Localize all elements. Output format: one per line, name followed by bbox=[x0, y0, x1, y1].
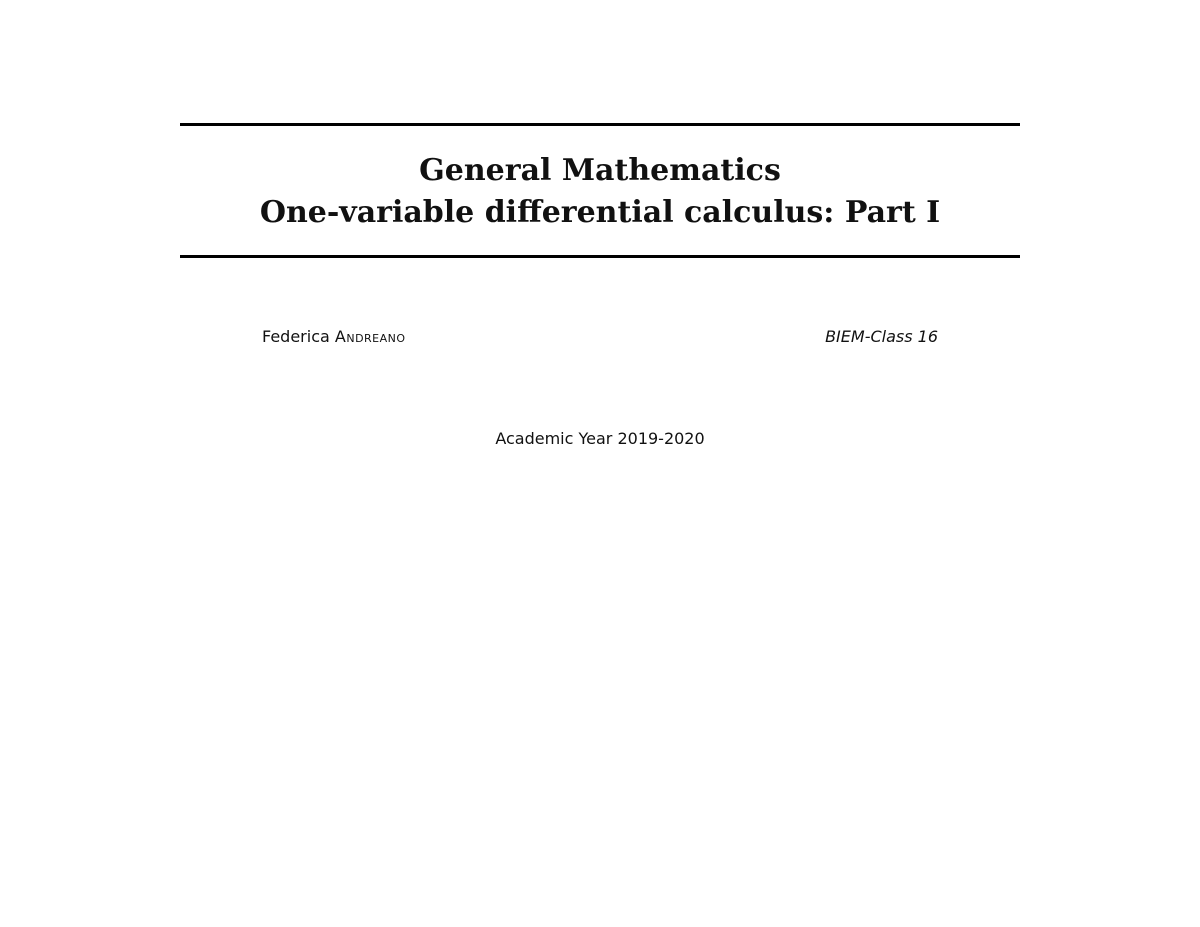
main-title: General Mathematics bbox=[419, 153, 781, 188]
author bbox=[262, 326, 406, 348]
academic-year: Academic Year 2019-2020 bbox=[495, 429, 705, 448]
subtitle: One-variable differential calculus: Part I bbox=[259, 195, 941, 230]
institute: BIEM-Class 16 bbox=[825, 327, 938, 346]
author-first-name: Federica bbox=[262, 327, 330, 346]
author-surname: Andreano bbox=[334, 327, 406, 346]
title-block bbox=[180, 150, 1020, 234]
top-rule bbox=[180, 123, 1020, 126]
bottom-rule bbox=[180, 255, 1020, 258]
